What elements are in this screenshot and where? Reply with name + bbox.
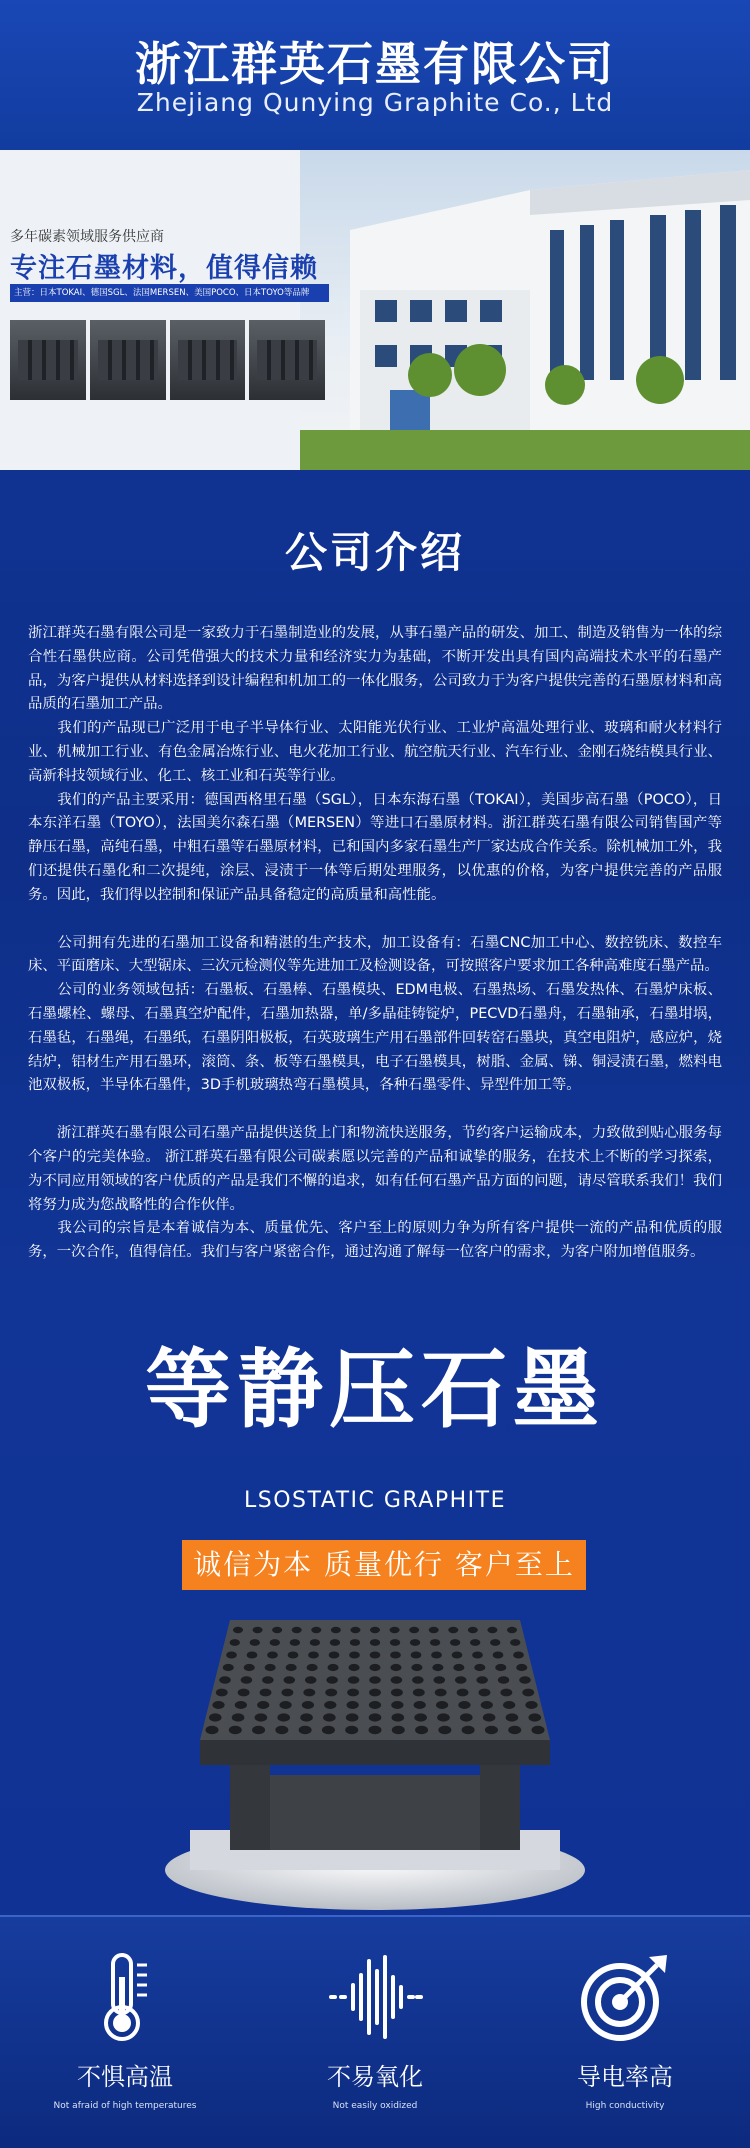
intro-paragraph: 公司拥有先进的石墨加工设备和精湛的生产技术，加工设备有：石墨CNC加工中心、数控铣床、数控车床、平面磨床、大型锯床、三次元检测仪等先进加工及检测设备，可按照客户要求加工各种高难度石墨产品。	[28, 934, 722, 975]
thermometer-icon	[75, 1947, 175, 2047]
product-thumbnail	[10, 320, 86, 400]
product-thumbnail	[90, 320, 166, 400]
graphite-plate-image	[150, 1610, 600, 1910]
product-title-en: LSOSTATIC GRAPHITE	[244, 1488, 506, 1513]
company-name-cn: 浙江群英石墨有限公司	[135, 37, 615, 91]
paragraph-gap	[28, 1098, 722, 1122]
feature-high-temperature	[0, 1917, 250, 2148]
intro-paragraph: 我们的产品主要采用：德国西格里石墨（SGL），日本东海石墨（TOKAI），美国步高石墨（POCO），日本东洋石墨（TOYO），法国美尔森石墨（MERSEN）等进口石墨原材料。浙江群英石墨有限公司销售国产等静压石墨，高纯石墨，中粗石墨等石墨原材料，已和国内多家石墨生产厂家达成合作关系。除机械加工外，我们还提供石墨化和二次提纯，涂层、浸渍于一体等后期处理服务，以优惠的价格，为客户提供完善的产品服务。因此，我们得以控制和保证产品具备稳定的高质量和高性能。	[28, 791, 722, 903]
target-icon	[575, 1947, 675, 2047]
feature-subtitle: High conductivity	[585, 2101, 665, 2111]
product-thumbnails	[10, 320, 325, 400]
intro-paragraph: 浙江群英石墨有限公司是一家致力于石墨制造业的发展，从事石墨产品的研发、加工、制造及销售为一体的综合性石墨供应商。公司凭借强大的技术力量和经济实力为基础，不断开发出具有国内高端技术水平的石墨产品，为客户提供从材料选择到设计编程和机加工的一体化服务，公司致力于为客户提供完善的石墨原材料和高品质的石墨加工产品。	[28, 625, 722, 713]
intro-title: 公司介绍	[284, 528, 465, 577]
features-bar	[0, 1915, 750, 2148]
banner-slogan: 专注石墨材料，值得信赖	[10, 253, 318, 284]
intro-paragraph: 公司的业务领域包括：石墨板、石墨棒、石墨模块、EDM电极、石墨热场、石墨发热体、石墨炉床板、石墨螺栓、螺母、石墨真空炉配件，石墨加热器，单/多晶硅铸锭炉，PECVD石墨舟，石墨轴承，石墨坩埚，石墨毡，石墨绳，石墨纸，石墨阴阳极板，石英玻璃生产用石墨部件回转窑石墨块，真空电阻炉，感应炉，烧结炉，铝材生产用石墨环，滚筒、条、板等石墨模具，电子石墨模具，树脂、金属、锑、铜浸渍石墨，燃料电池双极板，半导体石墨件，3D手机玻璃热弯石墨模具，各种石墨零件、异型件加工等。	[28, 982, 722, 1094]
feature-title: 不易氧化	[327, 2063, 423, 2091]
feature-subtitle: Not easily oxidized	[332, 2101, 418, 2111]
product-thumbnail	[170, 320, 246, 400]
factory-building-image	[330, 170, 750, 440]
product-title: 等静压石墨	[145, 1340, 605, 1440]
intro-text	[28, 622, 722, 1265]
feature-title: 不惧高温	[77, 2063, 173, 2091]
feature-title: 导电率高	[577, 2063, 673, 2091]
motto-banner: 诚信为本 质量优行 客户至上	[182, 1540, 586, 1590]
product-thumbnail	[249, 320, 325, 400]
header	[0, 0, 750, 150]
banner-brands: 主营：日本TOKAI、德国SGL、法国MERSEN、美国POCO、日本TOYO等品牌	[10, 284, 329, 302]
paragraph-gap	[28, 908, 722, 932]
intro-paragraph: 我们的产品现已广泛用于电子半导体行业、太阳能光伏行业、工业炉高温处理行业、玻璃和耐火材料行业、机械加工行业、有色金属冶炼行业、电火花加工行业、航空航天行业、汽车行业、金刚石烧结模具行业、高新科技领域行业、化工、核工业和石英等行业。	[28, 720, 722, 784]
waveform-icon	[325, 1947, 425, 2047]
intro-paragraph: 我公司的宗旨是本着诚信为本、质量优先、客户至上的原则力争为所有客户提供一流的产品和优质的服务，一次合作，值得信任。我们与客户紧密合作，通过沟通了解每一位客户的需求，为客户附加增值服务。	[28, 1220, 722, 1261]
banner-grass	[300, 430, 750, 470]
company-name-en: Zhejiang Qunying Graphite Co., Ltd	[136, 88, 614, 117]
feature-subtitle: Not afraid of high temperatures	[53, 2101, 197, 2111]
banner	[0, 150, 750, 470]
feature-conductivity	[500, 1917, 750, 2148]
banner-subtitle: 多年碳素领域服务供应商	[10, 229, 164, 245]
intro-paragraph: 浙江群英石墨有限公司石墨产品提供送货上门和物流快送服务，节约客户运输成本，力致做到贴心服务每个客户的完美体验。 浙江群英石墨有限公司碳素愿以完善的产品和诚挚的服务，在技术上不断的学习探索，为不同应用领域的客户优质的产品是我们不懈的追求，如有任何石墨产品方面的问题，请尽管联系我们！我们将努力成为您战略性的合作伙伴。	[28, 1125, 722, 1213]
feature-oxidation	[250, 1917, 500, 2148]
